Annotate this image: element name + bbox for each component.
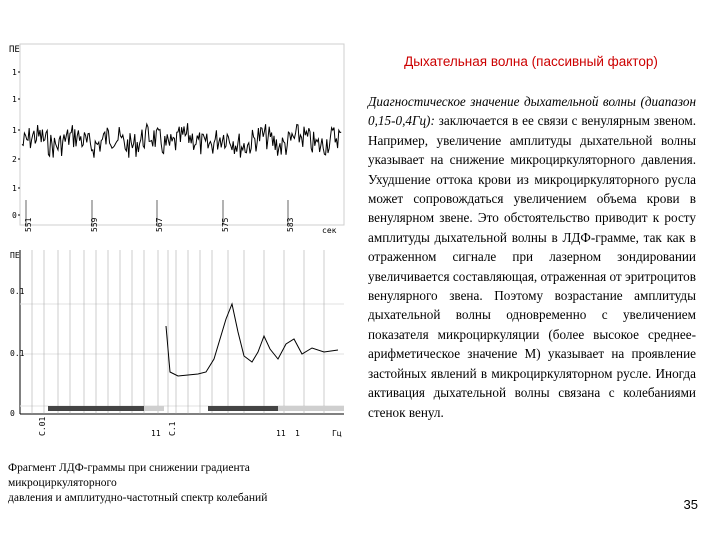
caption-line: давления и амплитудно-частотный спектр колебаний	[8, 492, 268, 504]
spectrum-y-unit: ПЕ	[10, 251, 20, 260]
ldf-x-tick: 551	[24, 217, 33, 232]
ldf-x-tick: 567	[155, 217, 164, 232]
ldf-y-tick: 2	[12, 155, 17, 164]
amplitude-frequency-spectrum	[8, 244, 346, 440]
figure-caption	[8, 461, 348, 506]
ldf-x-tick: 575	[221, 217, 230, 232]
ldf-gram-plot	[8, 40, 346, 236]
caption-line: микроциркуляторного	[8, 477, 117, 489]
ldf-x-tick: 559	[90, 217, 99, 232]
ldf-x-tick: 583	[286, 217, 295, 232]
spectrum-y-tick: 0.1	[10, 287, 25, 296]
ldf-y-tick: 1	[12, 184, 17, 193]
page-number: 35	[683, 497, 698, 512]
spectrum-x-unit: Гц	[332, 429, 342, 438]
spectrum-x-label: C.1	[168, 421, 177, 436]
spectrum-band-marker	[208, 406, 278, 411]
body-lead-italic: Диагностическое значение дыхательной волны (диапазон 0,15-0,4Гц):	[368, 94, 696, 129]
spectrum-x-label: C.01	[38, 416, 47, 436]
body-text: заключается в ее связи с венулярным звеном. Например, увеличение амплитуды дыхательной волны указывает на снижение микроциркуляторного давления. Ухудшение оттока крови из микроциркуляторного русла может сопровождаться увеличением объема крови в венулярном звене. Это обстоятельство приводит к росту амплитуды дыхательной волны в ЛДФ-грамме, так как в отраженном сигнале при лазерном зондировании увеличивается составляющая, отраженная от эритроцитов венулярного звена. Поэтому возрастание амплитуды дыхательной волны одновременно с увеличением показателя микроциркуляции (более высокое среднее-арифметическое значение М) указывает на проявление застойных явлений в микроциркуляторном русле. Иногда активация дыхательной волны связана с колебаниями стенок венул.	[368, 113, 696, 420]
ldf-y-tick: 1	[12, 68, 17, 77]
spectrum-x-mark: 11	[151, 429, 161, 438]
ldf-gram-chart	[8, 40, 346, 236]
spectrum-band-marker	[48, 406, 144, 411]
slide-body	[368, 92, 696, 422]
ldf-x-unit: сек	[322, 226, 337, 235]
spectrum-band-marker	[144, 406, 164, 411]
ldf-y-tick: 1	[12, 126, 17, 135]
spectrum-plot	[8, 244, 346, 440]
spectrum-curve	[166, 304, 338, 376]
caption-line: Фрагмент ЛДФ-граммы при снижении градиента	[8, 462, 250, 474]
spectrum-y-tick: 0	[10, 409, 15, 418]
spectrum-x-mark: 11	[276, 429, 286, 438]
slide-title: Дыхательная волна (пассивный фактор)	[404, 54, 658, 69]
spectrum-band-marker	[278, 406, 344, 411]
ldf-y-tick: 0	[12, 211, 17, 220]
ldf-signal-trace	[22, 123, 341, 158]
ldf-y-unit: ПЕ	[9, 45, 20, 55]
ldf-y-tick: 1	[12, 95, 17, 104]
spectrum-x-label: 1	[295, 429, 300, 438]
spectrum-y-tick: 0.1	[10, 349, 25, 358]
